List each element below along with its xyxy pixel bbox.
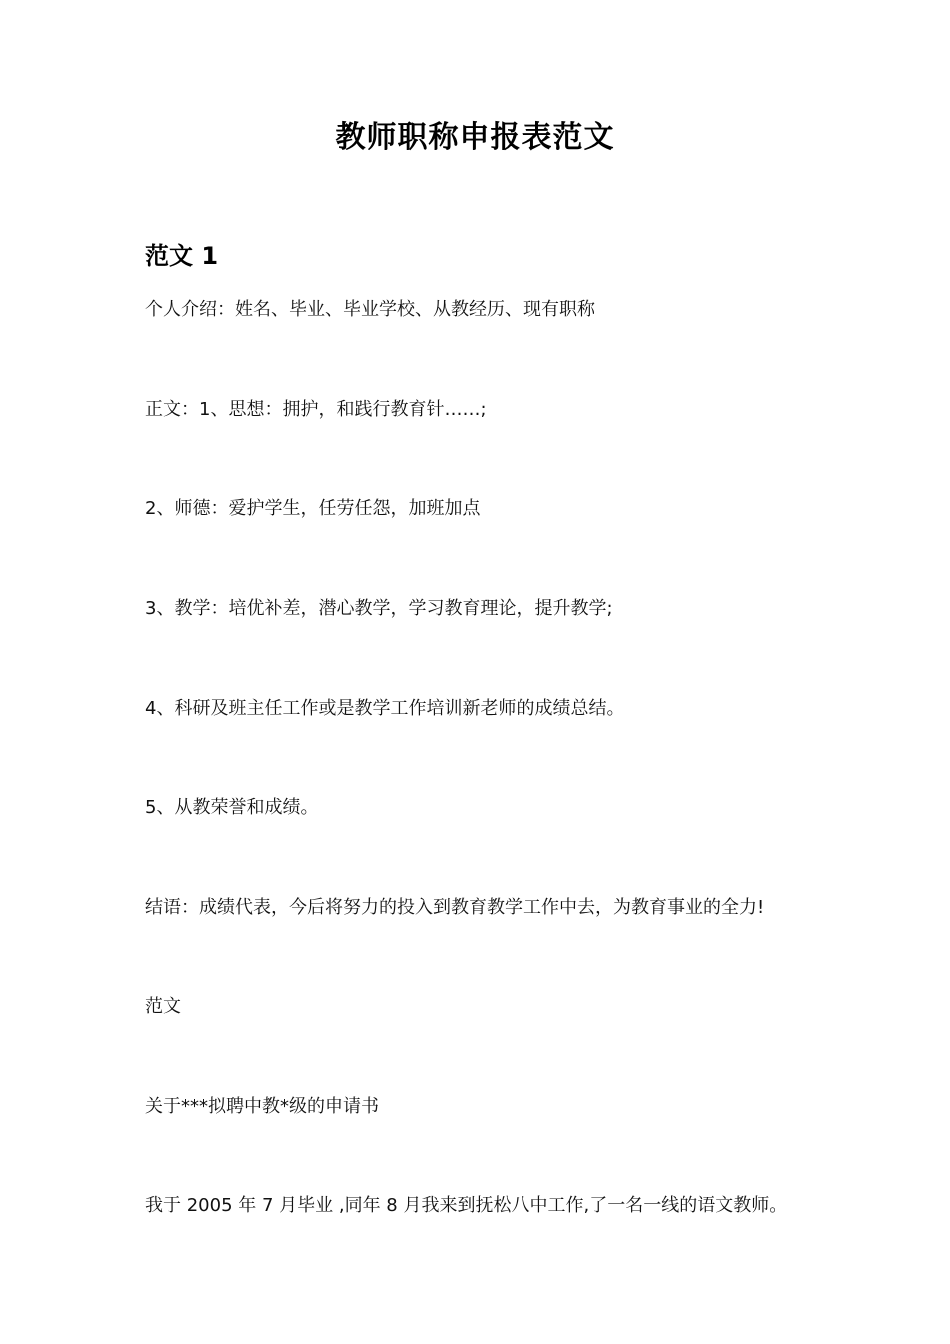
paragraph-sample-label: 范文 — [145, 996, 181, 1017]
paragraph-teaching: 3、教学：培优补差，潜心教学，学习教育理论，提升教学; — [145, 598, 613, 619]
paragraph-research: 4、科研及班主任工作或是教学工作培训新老师的成绩总结。 — [145, 698, 625, 719]
paragraph-intro: 个人介绍：姓名、毕业、毕业学校、从教经历、现有职称 — [145, 299, 595, 320]
paragraph-ethics: 2、师德：爱护学生，任劳任怨，加班加点 — [145, 498, 481, 519]
paragraph-application-title: 关于***拟聘中教*级的申请书 — [145, 1096, 379, 1117]
paragraph-application-body: 我于 2005 年 7 月毕业 ,同年 8 月我来到抚松八中工作,了一名一线的语文教师。 — [145, 1195, 788, 1216]
paragraph-conclusion: 结语：成绩代表，今后将努力的投入到教育教学工作中去，为教育事业的全力! — [145, 897, 765, 918]
section-heading: 范文 1 — [145, 242, 219, 270]
paragraph-body-thought: 正文：1、思想：拥护，和践行教育针……; — [145, 399, 487, 420]
document-title: 教师职称申报表范文 — [335, 120, 615, 155]
paragraph-honors: 5、从教荣誉和成绩。 — [145, 797, 319, 818]
